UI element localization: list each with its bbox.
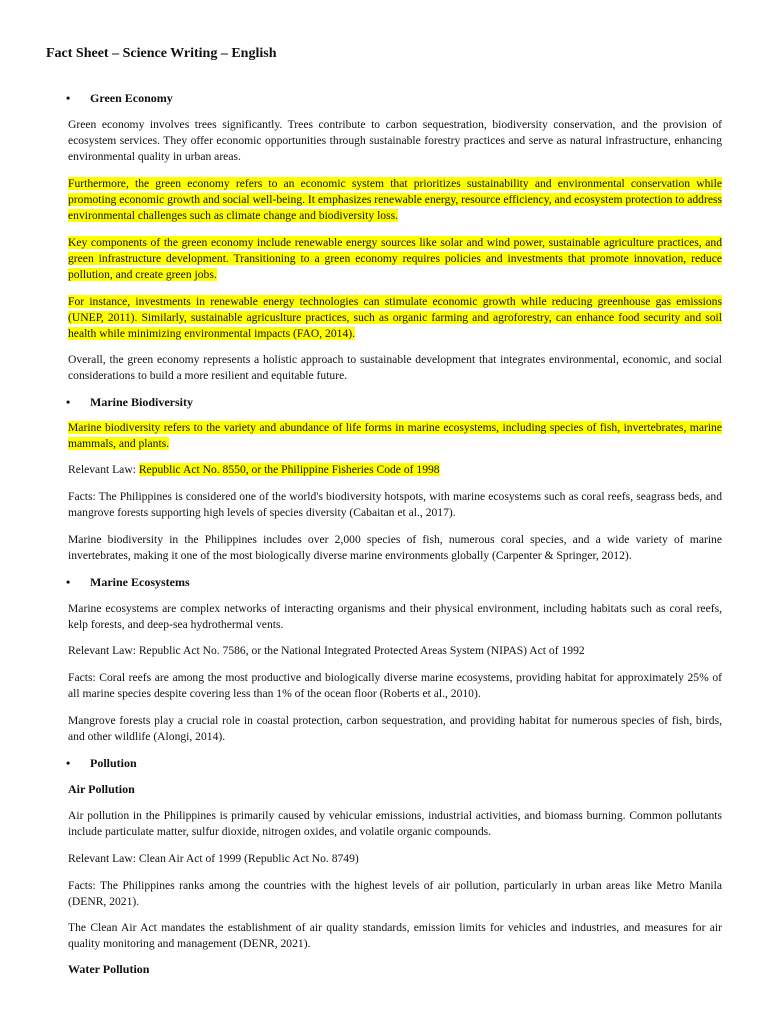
- paragraph-marine-ecosystems-3: Mangrove forests play a crucial role in coastal protection, carbon sequestration, and providing habitat for numerous species of fish, birds, and other wildlife (Alongi, 2014).: [68, 714, 722, 743]
- page-title: Fact Sheet – Science Writing – English: [46, 46, 277, 61]
- law-label: Relevant Law:: [68, 463, 139, 476]
- paragraph-green-economy-2: [68, 176, 722, 223]
- heading-text: Marine Ecosystems: [90, 575, 190, 589]
- paragraph-air-pollution-3: The Clean Air Act mandates the establishment of air quality standards, emission limits for vehicles and industries, and measures for air quality monitoring and management (DENR, 2021).: [68, 921, 722, 950]
- subheading-air-pollution: Air Pollution: [68, 782, 135, 796]
- paragraph-marine-ecosystems-2: Facts: Coral reefs are among the most productive and biologically diverse marine ecosystems, providing habitat for approximately 25% of all marine species despite covering less than 1% of the ocean floor (Roberts et al., 2010).: [68, 671, 722, 700]
- highlighted-text: For instance, investments in renewable energy technologies can stimulate economic growth while reducing greenhouse gas emissions (UNEP, 2011). Similarly, sustainable agricuslture practices, such as organic farming and agroforestry, can enhance food security and soil health while minimizing environmental impacts (FAO, 2014).: [68, 295, 722, 340]
- paragraph-relevant-law-8749: Relevant Law: Clean Air Act of 1999 (Republic Act No. 8749): [68, 852, 359, 865]
- heading-text: Pollution: [90, 756, 137, 770]
- highlighted-text: Republic Act No. 8550, or the Philippine Fisheries Code of 1998: [138, 463, 440, 476]
- bullet-icon: •: [66, 395, 71, 409]
- bullet-icon: •: [66, 575, 71, 589]
- paragraph-relevant-law-7586: Relevant Law: Republic Act No. 7586, or the National Integrated Protected Areas System (NIPAS) Act of 1992: [68, 644, 585, 657]
- heading-text: Marine Biodiversity: [90, 395, 193, 409]
- paragraph-marine-ecosystems-1: Marine ecosystems are complex networks of interacting organisms and their physical environment, including habitats such as coral reefs, kelp forests, and deep-sea hydrothermal vents.: [68, 602, 722, 631]
- paragraph-green-economy-4: [68, 294, 722, 341]
- heading-text: Green Economy: [90, 91, 173, 105]
- paragraph-green-economy-5: Overall, the green economy represents a holistic approach to sustainable development that integrates environmental, economic, and social considerations to build a more resilient and equitable future.: [68, 353, 722, 382]
- paragraph-marine-biodiversity-3: Marine biodiversity in the Philippines includes over 2,000 species of fish, numerous coral species, and a wide variety of marine invertebrates, making it one of the most biologically diverse marine environments globally (Carpenter & Springer, 2012).: [68, 533, 722, 562]
- bullet-icon: •: [66, 756, 71, 770]
- highlighted-text: Furthermore, the green economy refers to an economic system that prioritizes sustainability and environmental conservation while promoting economic growth and social well-being. It emphasizes renewable energy, resource efficiency, and ecosystem protection to address environmental challenges such as climate change and biodiversity loss.: [68, 177, 722, 222]
- paragraph-relevant-law-8550: [68, 462, 722, 478]
- highlighted-text: Marine biodiversity refers to the variety and abundance of life forms in marine ecosystems, including species of fish, invertebrates, marine mammals, and plants.: [68, 421, 722, 450]
- paragraph-air-pollution-1: Air pollution in the Philippines is primarily caused by vehicular emissions, industrial activities, and biomass burning. Common pollutants include particulate matter, sulfur dioxide, nitrogen oxides, and volatile organic compounds.: [68, 809, 722, 838]
- subheading-water-pollution: Water Pollution: [68, 962, 150, 976]
- paragraph-green-economy-1: Green economy involves trees significantly. Trees contribute to carbon sequestration, biodiversity conservation, and the provision of ecosystem services. They offer economic opportunities through sustainable forestry practices and serve as natural infrastructure, enhancing environmental quality in urban areas.: [68, 118, 722, 163]
- highlighted-text: Key components of the green economy include renewable energy sources like solar and wind power, sustainable agriculture practices, and green infrastructure development. Transitioning to a green economy requires policies and investments that promote innovation, reduce pollution, and create green jobs.: [68, 236, 722, 281]
- paragraph-green-economy-3: [68, 235, 722, 282]
- paragraph-marine-biodiversity-1: [68, 420, 722, 452]
- bullet-icon: •: [66, 91, 71, 105]
- paragraph-air-pollution-2: Facts: The Philippines ranks among the countries with the highest levels of air pollution, particularly in urban areas like Metro Manila (DENR, 2021).: [68, 879, 722, 908]
- paragraph-marine-biodiversity-2: Facts: The Philippines is considered one of the world's biodiversity hotspots, with marine ecosystems such as coral reefs, seagrass beds, and mangrove forests supporting high levels of species diversity (Cabaitan et al., 2017).: [68, 490, 722, 519]
